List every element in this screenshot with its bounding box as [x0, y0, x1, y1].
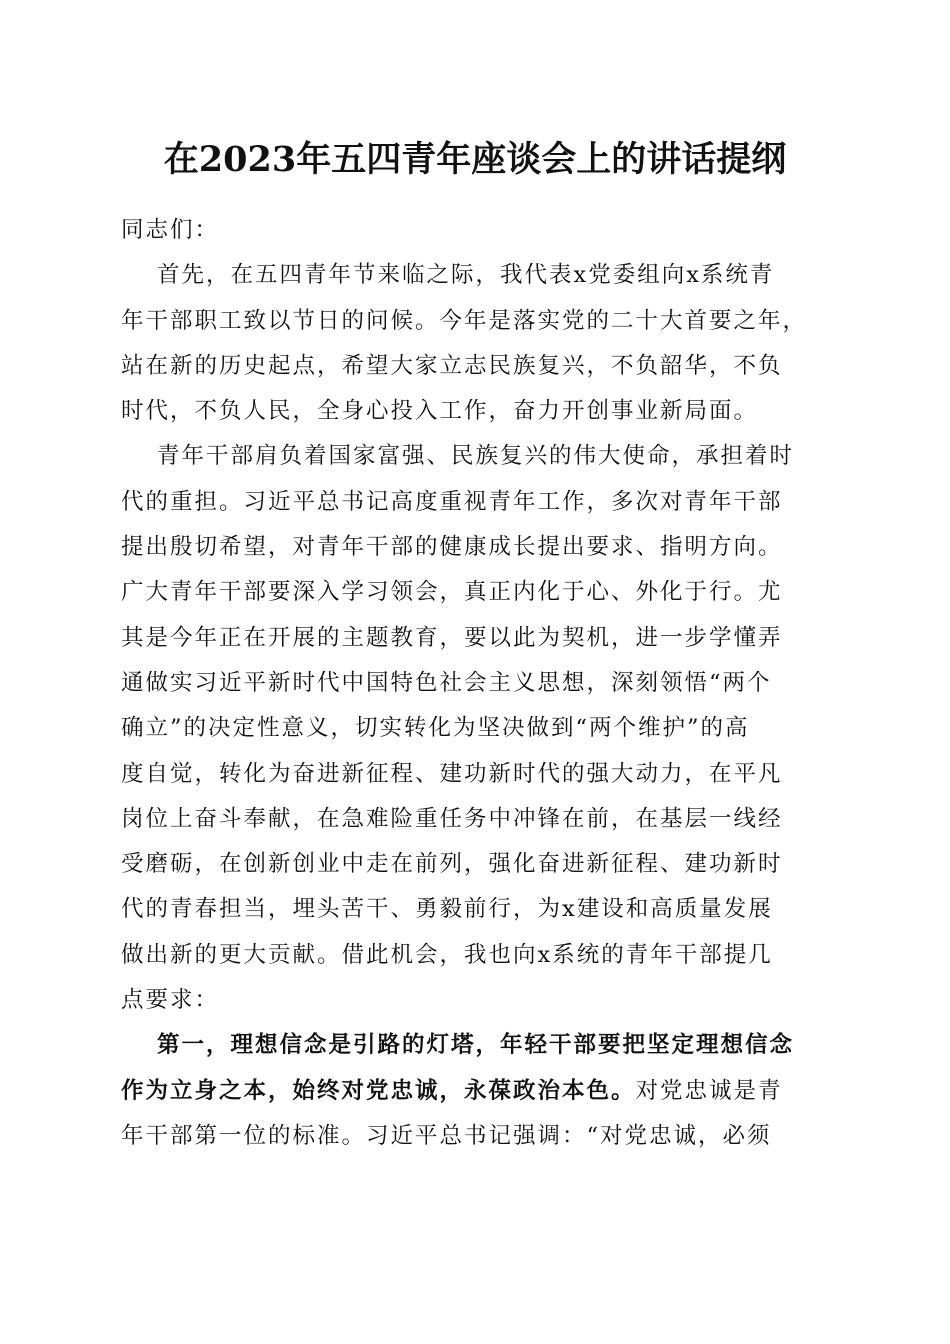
body-line: [121, 978, 833, 1023]
document-title: 在2023年五四青年座谈会上的讲话提纲: [163, 139, 787, 180]
body-line-text: 时代，不负人民，全身心投入工作，奋力开创事业新局面。: [121, 398, 759, 425]
body-line: [121, 389, 833, 434]
body-line-text: 通做实习近平新时代中国特色社会主义思想，深刻领悟“两个: [121, 669, 772, 696]
body-line: [121, 797, 833, 842]
body-line: [121, 344, 833, 389]
body-line: [121, 434, 833, 479]
body-line: [121, 842, 833, 887]
body-line-text: 代的青春担当，埋头苦干、勇毅前行，为x建设和高质量发展: [121, 896, 773, 923]
body-line: [121, 299, 833, 344]
body-line-text: 青年干部肩负着国家富强、民族复兴的伟大使命，承担着时: [157, 443, 795, 470]
body-line: [121, 661, 833, 706]
body-line: [121, 1114, 833, 1159]
body-line-text: 度自觉，转化为奋进新征程、建功新时代的强大动力，在平凡: [121, 760, 783, 787]
body-line-text: 点要求：: [121, 987, 220, 1014]
body-line: [121, 1023, 833, 1068]
body-line-tail: 对党忠诚是青: [635, 1077, 783, 1104]
body-line-text: 受磨砺，在创新创业中走在前列，强化奋进新征程、建功新时: [121, 851, 783, 878]
body-line-text: 做出新的更大贡献。借此机会，我也向x系统的青年干部提几: [121, 941, 773, 968]
body-line: [121, 525, 833, 570]
body-line: [121, 887, 833, 932]
body-line: [121, 616, 833, 661]
document-body: [121, 208, 833, 1159]
body-line: [121, 1069, 833, 1114]
body-line: [121, 933, 833, 978]
body-line-text: 年干部职工致以节日的问候。今年是落实党的二十大首要之年，: [121, 307, 808, 334]
body-line-text: 首先，在五四青年节来临之际，我代表x党委组向x系统青: [157, 262, 775, 289]
body-line: [121, 752, 833, 797]
body-line-text: 其是今年正在开展的主题教育，要以此为契机，进一步学懂弄: [121, 624, 783, 651]
salutation: 同志们：: [121, 217, 220, 243]
body-line-text: 岗位上奋斗奉献，在急难险重任务中冲锋在前，在基层一线经: [121, 805, 783, 832]
body-line-text: 广大青年干部要深入学习领会，真正内化于心、外化于行。尤: [121, 579, 783, 606]
body-line: [121, 570, 833, 615]
body-line-text: 代的重担。习近平总书记高度重视青年工作，多次对青年干部: [121, 488, 783, 515]
body-line-text: 第一，理想信念是引路的灯塔，年轻干部要把坚定理想信念: [157, 1032, 795, 1059]
body-lines: [121, 253, 833, 1159]
body-line-text: 确立”的决定性意义，切实转化为坚决做到“两个维护”的高: [121, 715, 750, 742]
body-line: [121, 480, 833, 525]
body-line: [121, 706, 833, 751]
body-line-text: 作为立身之本，始终对党忠诚，永葆政治本色。: [121, 1077, 636, 1104]
body-line-text: 站在新的历史起点，希望大家立志民族复兴，不负韶华，不负: [121, 352, 783, 379]
body-line: [121, 253, 833, 298]
body-line-text: 提出殷切希望，对青年干部的健康成长提出要求、指明方向。: [121, 534, 783, 561]
body-line-text: 年干部第一位的标准。习近平总书记强调：“对党忠诚，必须: [121, 1122, 772, 1149]
